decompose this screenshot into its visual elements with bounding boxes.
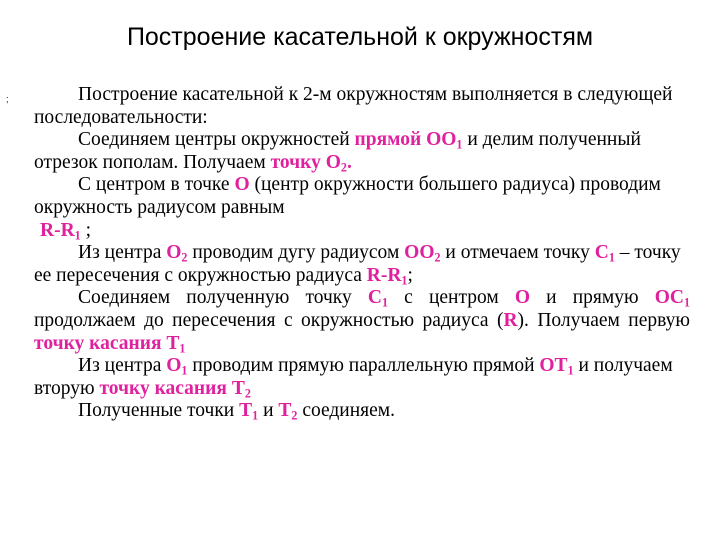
highlight-text: T (239, 400, 253, 422)
text-run: Соединяем центры окружностей (78, 129, 355, 151)
bullet-mark: ; (6, 94, 9, 104)
paragraph-intro (34, 84, 690, 129)
paragraph-step-second-tangent (34, 355, 690, 400)
text-run: Из центра (78, 242, 167, 264)
text-run: – точку ее пересечения с окружностью радиуса (34, 242, 681, 286)
highlight-radius-r-r1 (40, 220, 81, 241)
text-run: и прямую (530, 287, 655, 309)
text-run: с центром (388, 287, 515, 309)
highlight-text: C (594, 242, 609, 264)
subscript: 2 (434, 250, 441, 265)
highlight-line-oo1 (355, 129, 463, 150)
highlight-text: R-R (40, 219, 75, 241)
subscript: 1 (74, 228, 81, 243)
paragraph-step-first-tangent (34, 287, 690, 355)
highlight-point-o: O (514, 287, 531, 309)
subscript: 1 (401, 273, 408, 288)
highlight-text: . (346, 151, 352, 173)
highlight-text: O (166, 242, 182, 264)
highlight-tangent-point-t2 (99, 378, 250, 399)
subscript: 1 (608, 250, 615, 265)
highlight-text: точку касания T (34, 332, 180, 354)
text-run: Из центра (78, 355, 167, 377)
text-run: С центром в точке (78, 174, 235, 196)
highlight-point-t2 (278, 400, 297, 421)
paragraph-step-connect-centers (34, 129, 690, 174)
paragraph-step-arc (34, 242, 690, 287)
highlight-text: OO (404, 242, 435, 264)
subscript: 2 (340, 160, 347, 175)
highlight-text: точку касания T (99, 377, 245, 399)
text-run: и (258, 400, 279, 422)
subscript: 1 (456, 137, 463, 152)
subscript: 2 (244, 386, 251, 401)
text-run: соединяем. (297, 400, 395, 422)
highlight-text: C (367, 287, 382, 309)
subscript: 1 (567, 363, 574, 378)
subscript: 1 (381, 295, 389, 310)
subscript: 2 (181, 250, 188, 265)
paragraph-step-connect-tangents (34, 400, 690, 423)
text-run: ; (407, 264, 413, 286)
highlight-line-ot1 (539, 355, 573, 376)
highlight-radius-r: R (503, 309, 518, 331)
subscript: 1 (179, 341, 186, 356)
text-run: и делим полученный отрезок пополам. Получаем (34, 129, 641, 173)
subscript: 2 (291, 408, 298, 423)
highlight-text: R-R (366, 264, 402, 286)
text-run: ; (80, 219, 92, 241)
text-run: и получаем вторую (34, 355, 673, 399)
highlight-point-o2 (271, 152, 352, 173)
highlight-point-c1 (595, 242, 615, 263)
text-run: проводим прямую параллельную прямой (187, 355, 540, 377)
highlight-text: прямой OO (354, 129, 457, 151)
text-run: проводим дугу радиусом (187, 242, 405, 264)
subscript: 1 (683, 295, 690, 310)
text-run: (центр окружности большего радиуса) проводим окружность радиусом равным (34, 174, 661, 218)
text-run: и отмечаем точку (440, 242, 595, 264)
text-run: Соединяем полученную точку (78, 287, 368, 309)
highlight-text: точку O (270, 151, 341, 173)
highlight-radius-r-r1 (367, 265, 408, 286)
highlight-segment-oo2 (404, 242, 440, 263)
highlight-point-o2 (166, 242, 187, 263)
highlight-point-c1 (368, 287, 388, 308)
highlight-point-o1 (166, 355, 187, 376)
slide-title: Построение касательной к окружностям (126, 23, 594, 51)
subscript: 1 (252, 408, 259, 423)
highlight-point-t1 (239, 400, 258, 421)
subscript: 1 (181, 363, 188, 378)
text-run: Полученные точки (78, 400, 240, 422)
highlight-line-oc1 (655, 287, 690, 308)
slide-body (34, 84, 690, 423)
text-run: ). Получаем первую (517, 309, 690, 331)
highlight-text: T (278, 400, 292, 422)
paragraph-step-circle (34, 174, 690, 219)
highlight-text: OC (654, 287, 684, 309)
highlight-text: O (166, 355, 182, 377)
text-run: продолжаем до пересечения с окружностью радиуса ( (34, 309, 504, 331)
highlight-text: OT (539, 355, 568, 377)
text-run: Построение касательной к 2-м окружностям выполняется в следующей последовательности: (34, 84, 673, 128)
paragraph-radius (34, 220, 690, 243)
highlight-tangent-point-t1 (34, 333, 185, 354)
highlight-point-o: O (234, 174, 250, 196)
